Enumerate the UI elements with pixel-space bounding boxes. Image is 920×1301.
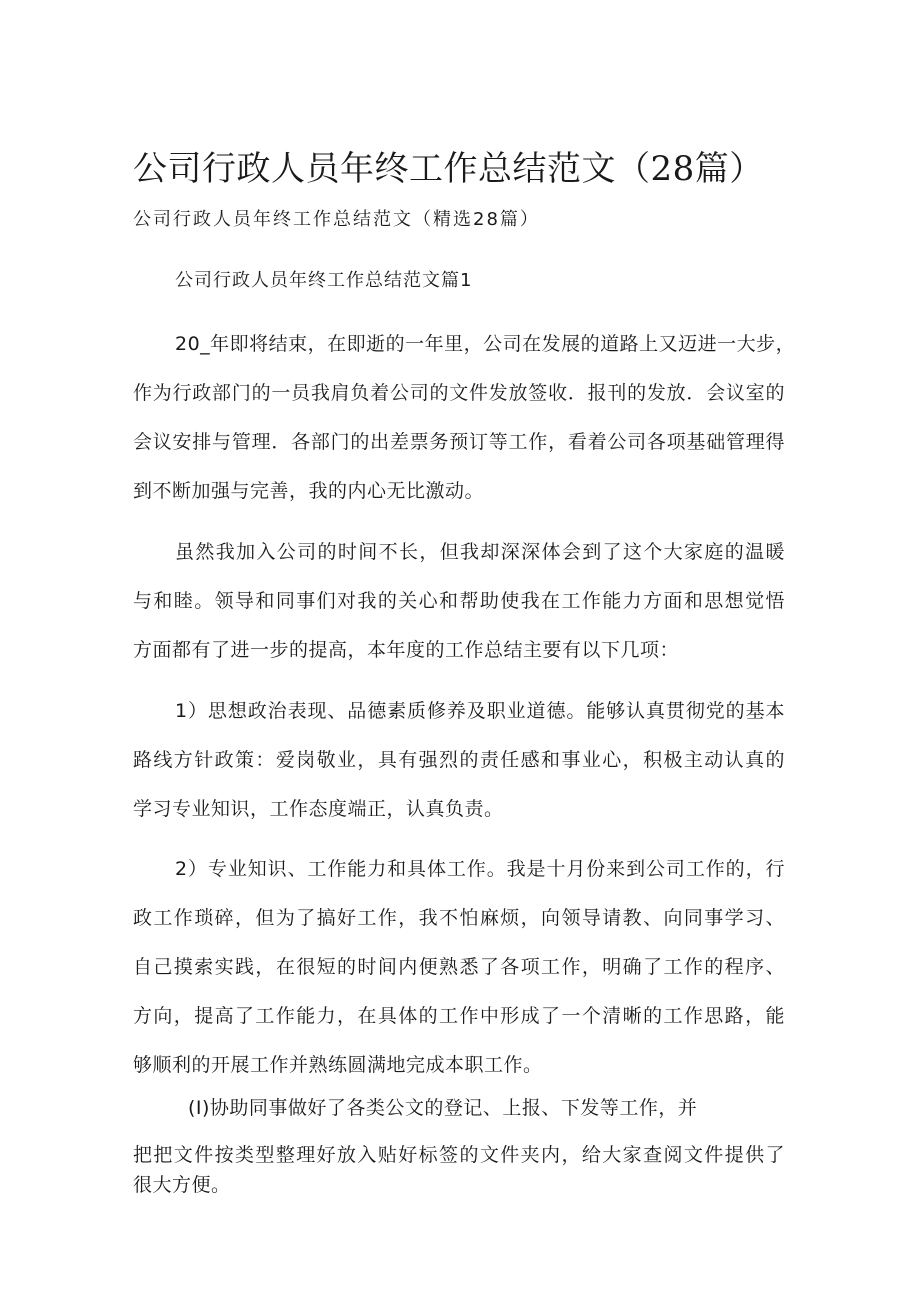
- paragraph-3: [133, 687, 785, 834]
- paragraph-2: [133, 528, 785, 675]
- paragraph-line: 20_年即将结束，在即逝的一年里，公司在发展的道路上又迈进一大步，: [175, 333, 796, 355]
- paragraph-line: 会议安排与管理．各部门的出差票务预订等工作，看着公司各项基础管理得: [133, 431, 785, 453]
- paragraph-line: 方向，提高了工作能力，在具体的工作中形成了一个清晰的工作思路，能: [133, 1005, 785, 1027]
- paragraph-line: 1）思想政治表现、品德素质修养及职业道德。能够认真贯彻党的基本: [175, 700, 785, 722]
- paragraph-line: 路线方针政策：爱岗敬业，具有强烈的责任感和事业心，积极主动认真的: [133, 749, 785, 771]
- document-subtitle: 公司行政人员年终工作总结范文（精选28篇）: [133, 209, 540, 230]
- list-item-1: (I)协助同事做好了各类公文的登记、上报、下发等工作，并: [188, 1097, 698, 1119]
- paragraph-line: 够顺利的开展工作并熟练圆满地完成本职工作。: [133, 1054, 543, 1076]
- paragraph-line: 作为行政部门的一员我肩负着公司的文件发放签收．报刊的发放．会议室的: [133, 382, 785, 404]
- paragraph-1: [133, 320, 796, 516]
- paragraph-line: 政工作琐碎，但为了搞好工作，我不怕麻烦，向领导请教、向同事学习、: [133, 907, 785, 929]
- document-title: 公司行政人员年终工作总结范文（28篇）: [133, 149, 764, 189]
- section-heading: 公司行政人员年终工作总结范文篇1: [175, 270, 473, 291]
- paragraph-line: 方面都有了进一步的提高，本年度的工作总结主要有以下几项：: [133, 639, 680, 661]
- paragraph-line: 虽然我加入公司的时间不长，但我却深深体会到了这个大家庭的温暖: [175, 541, 785, 563]
- list-item-1-continuation: [133, 1140, 785, 1200]
- paragraph-4: [133, 845, 785, 1090]
- paragraph-line: 学习专业知识，工作态度端正，认真负责。: [133, 798, 504, 820]
- paragraph-line: 自己摸索实践，在很短的时间内便熟悉了各项工作，明确了工作的程序、: [133, 956, 785, 978]
- paragraph-line: 2）专业知识、工作能力和具体工作。我是十月份来到公司工作的，行: [175, 858, 785, 880]
- paragraph-line: 把把文件按类型整理好放入贴好标签的文件夹内，给大家查阅文件提供了: [133, 1144, 785, 1166]
- paragraph-line: 与和睦。领导和同事们对我的关心和帮助使我在工作能力方面和思想觉悟: [133, 590, 785, 612]
- paragraph-line: 到不断加强与完善，我的内心无比激动。: [133, 480, 485, 502]
- paragraph-line: 很大方便。: [133, 1174, 231, 1196]
